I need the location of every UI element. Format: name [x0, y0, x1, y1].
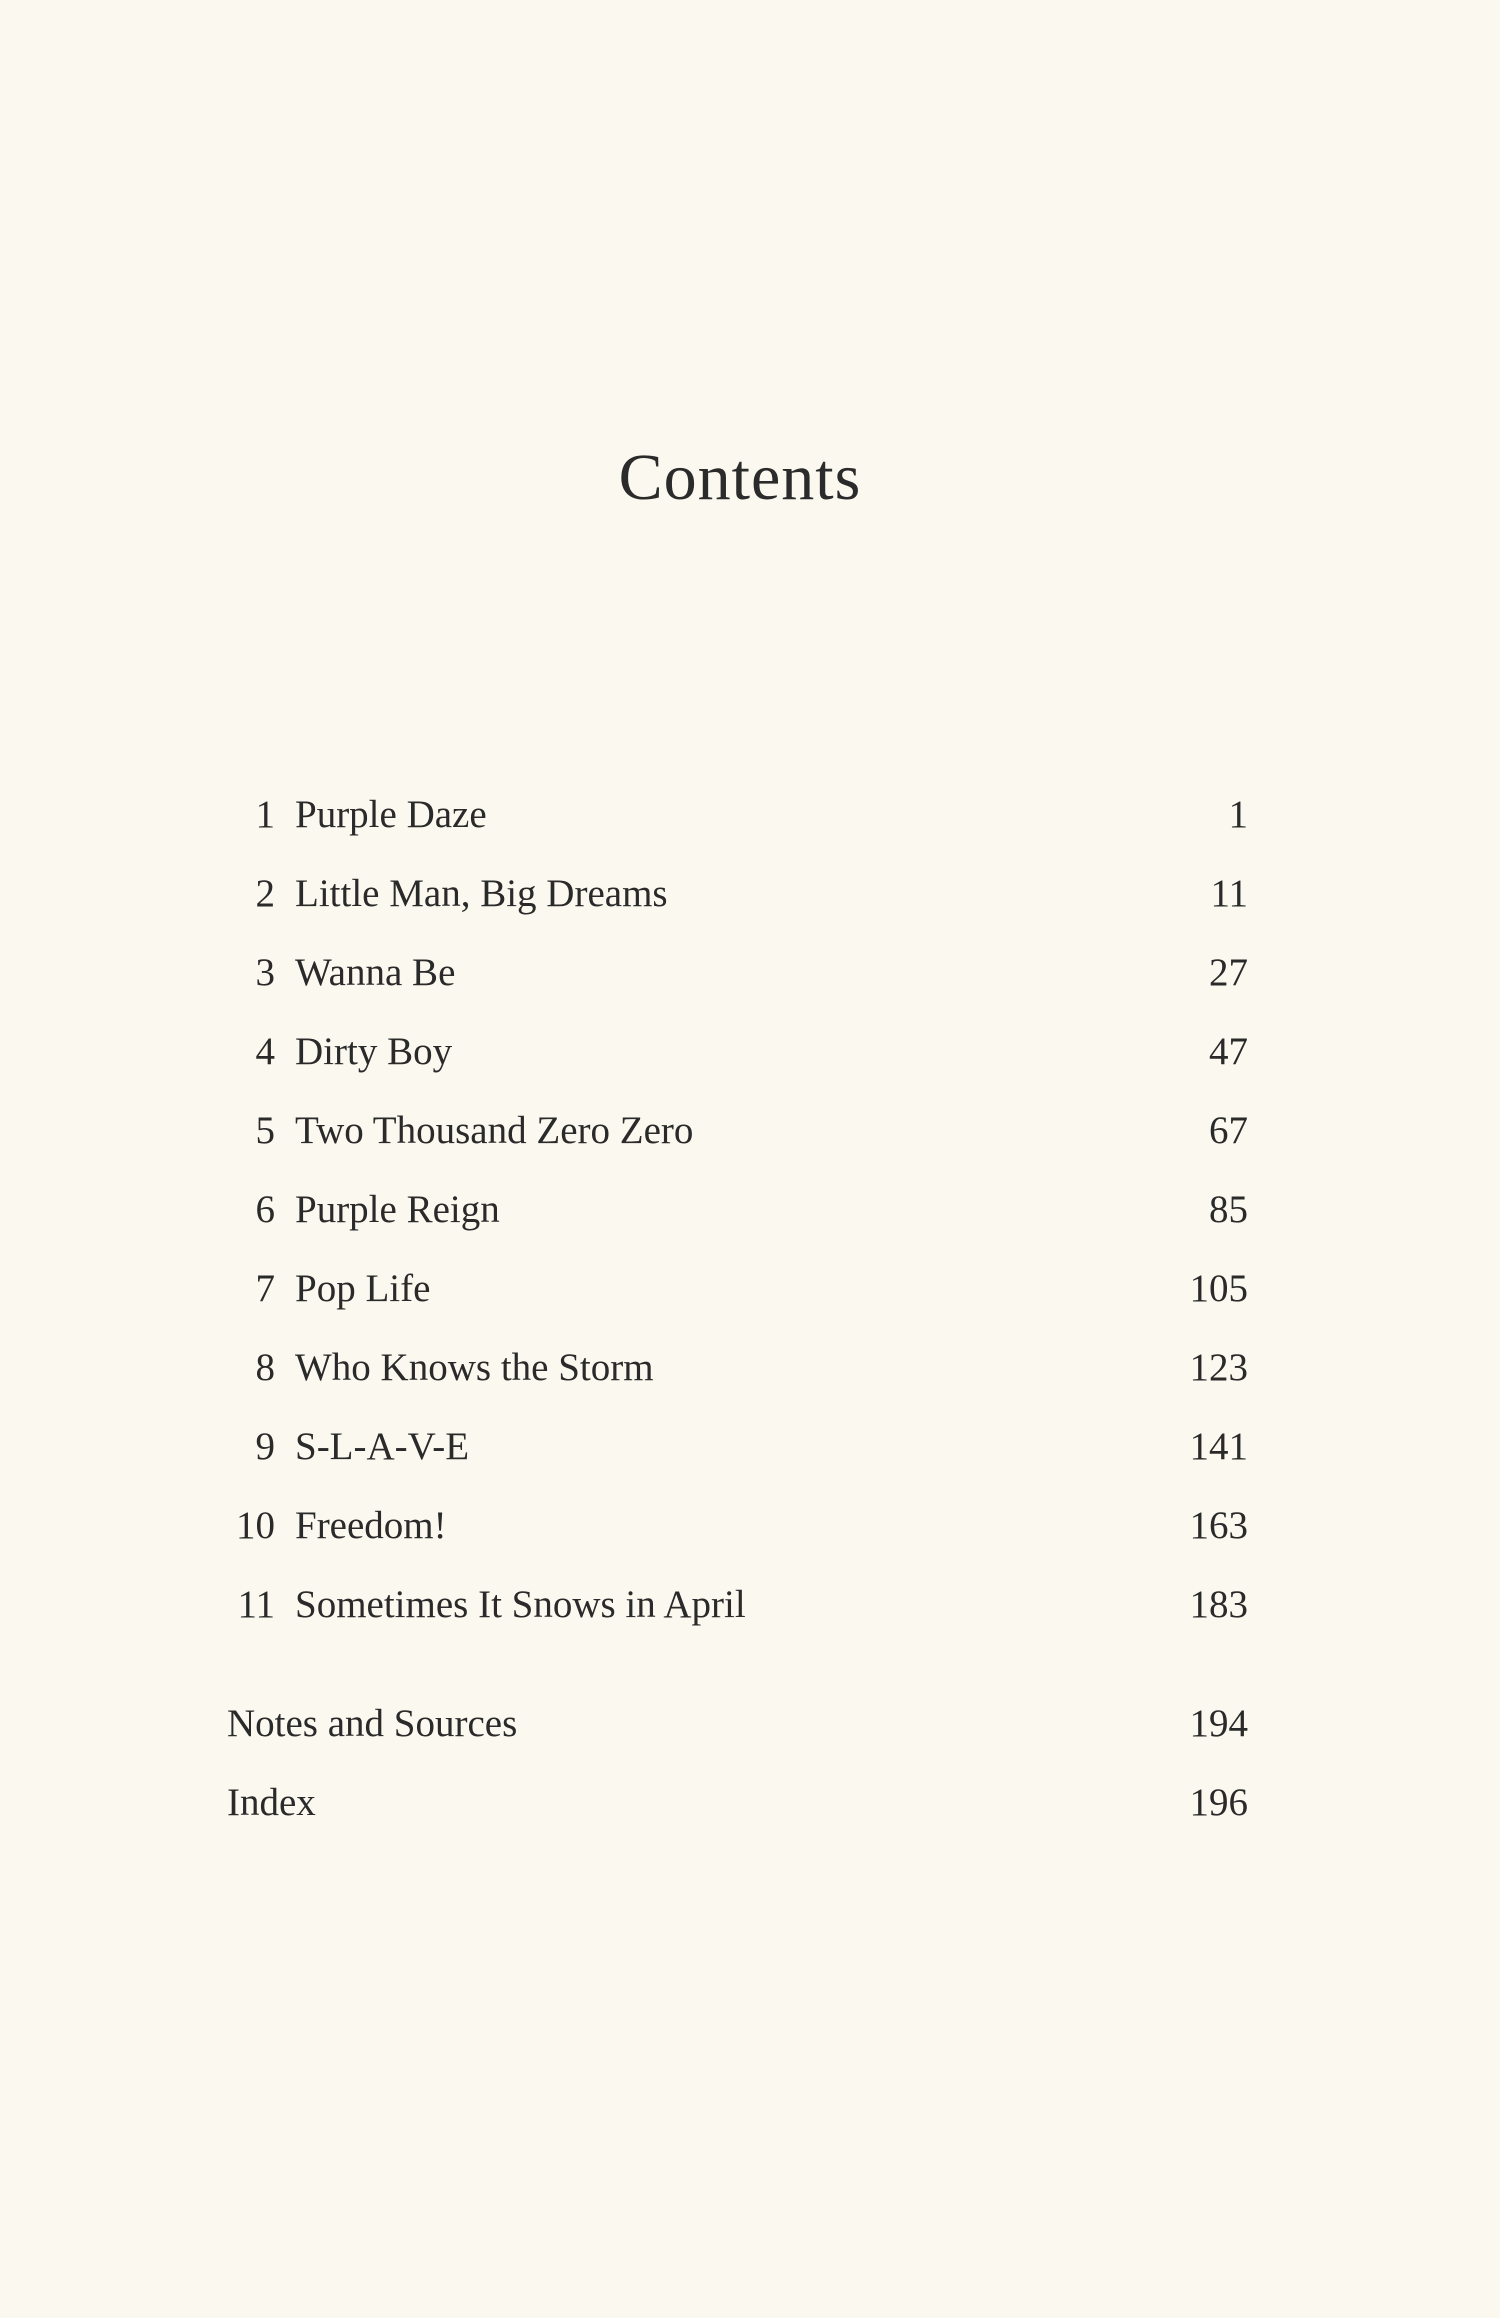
page-number: 27	[1209, 951, 1248, 994]
back-matter-title: Notes and Sources	[227, 1702, 518, 1745]
chapter-number: 9	[255, 1425, 275, 1468]
page-number: 194	[1189, 1702, 1248, 1745]
page-number: 123	[1189, 1346, 1248, 1389]
page-number: 1	[1228, 793, 1248, 836]
toc-entry	[0, 1101, 1500, 1161]
chapter-number: 8	[255, 1346, 275, 1389]
page-number: 47	[1209, 1030, 1248, 1073]
page-number: 183	[1189, 1583, 1248, 1626]
chapter-title: Wanna Be	[295, 951, 456, 994]
toc-entry	[0, 1022, 1500, 1082]
chapter-number: 2	[255, 872, 275, 915]
chapter-title: Sometimes It Snows in April	[295, 1583, 746, 1626]
toc-entry	[0, 1575, 1500, 1635]
page-number: 163	[1189, 1504, 1248, 1547]
chapter-title: Two Thousand Zero Zero	[295, 1109, 694, 1152]
toc-entry	[0, 1259, 1500, 1319]
chapter-title: S-L-A-V-E	[295, 1425, 470, 1468]
page-number: 105	[1189, 1267, 1248, 1310]
page-title: Contents	[618, 441, 862, 514]
chapter-title: Freedom!	[295, 1504, 447, 1547]
chapter-number: 1	[255, 793, 275, 836]
chapter-number: 10	[236, 1504, 275, 1547]
page-number: 196	[1189, 1781, 1248, 1824]
toc-entry	[0, 864, 1500, 924]
toc-back-matter-entry	[0, 1773, 1500, 1833]
toc-entry	[0, 1417, 1500, 1477]
chapter-title: Pop Life	[295, 1267, 431, 1310]
chapter-title: Purple Daze	[295, 793, 487, 836]
toc-entry	[0, 1338, 1500, 1398]
chapter-number: 5	[255, 1109, 275, 1152]
page-number: 141	[1189, 1425, 1248, 1468]
toc-entry	[0, 1496, 1500, 1556]
page-number: 85	[1209, 1188, 1248, 1231]
toc-entry	[0, 785, 1500, 845]
chapter-title: Who Knows the Storm	[295, 1346, 654, 1389]
chapter-title: Little Man, Big Dreams	[295, 872, 668, 915]
chapter-number: 7	[255, 1267, 275, 1310]
page-number: 11	[1210, 872, 1248, 915]
chapter-number: 11	[237, 1583, 275, 1626]
chapter-title: Purple Reign	[295, 1188, 500, 1231]
toc-entry	[0, 943, 1500, 1003]
toc-back-matter-entry	[0, 1694, 1500, 1754]
chapter-number: 4	[255, 1030, 275, 1073]
chapter-number: 3	[255, 951, 275, 994]
chapter-number: 6	[255, 1188, 275, 1231]
page-number: 67	[1209, 1109, 1248, 1152]
toc-entry	[0, 1180, 1500, 1240]
chapter-title: Dirty Boy	[295, 1030, 453, 1073]
back-matter-title: Index	[227, 1781, 316, 1824]
